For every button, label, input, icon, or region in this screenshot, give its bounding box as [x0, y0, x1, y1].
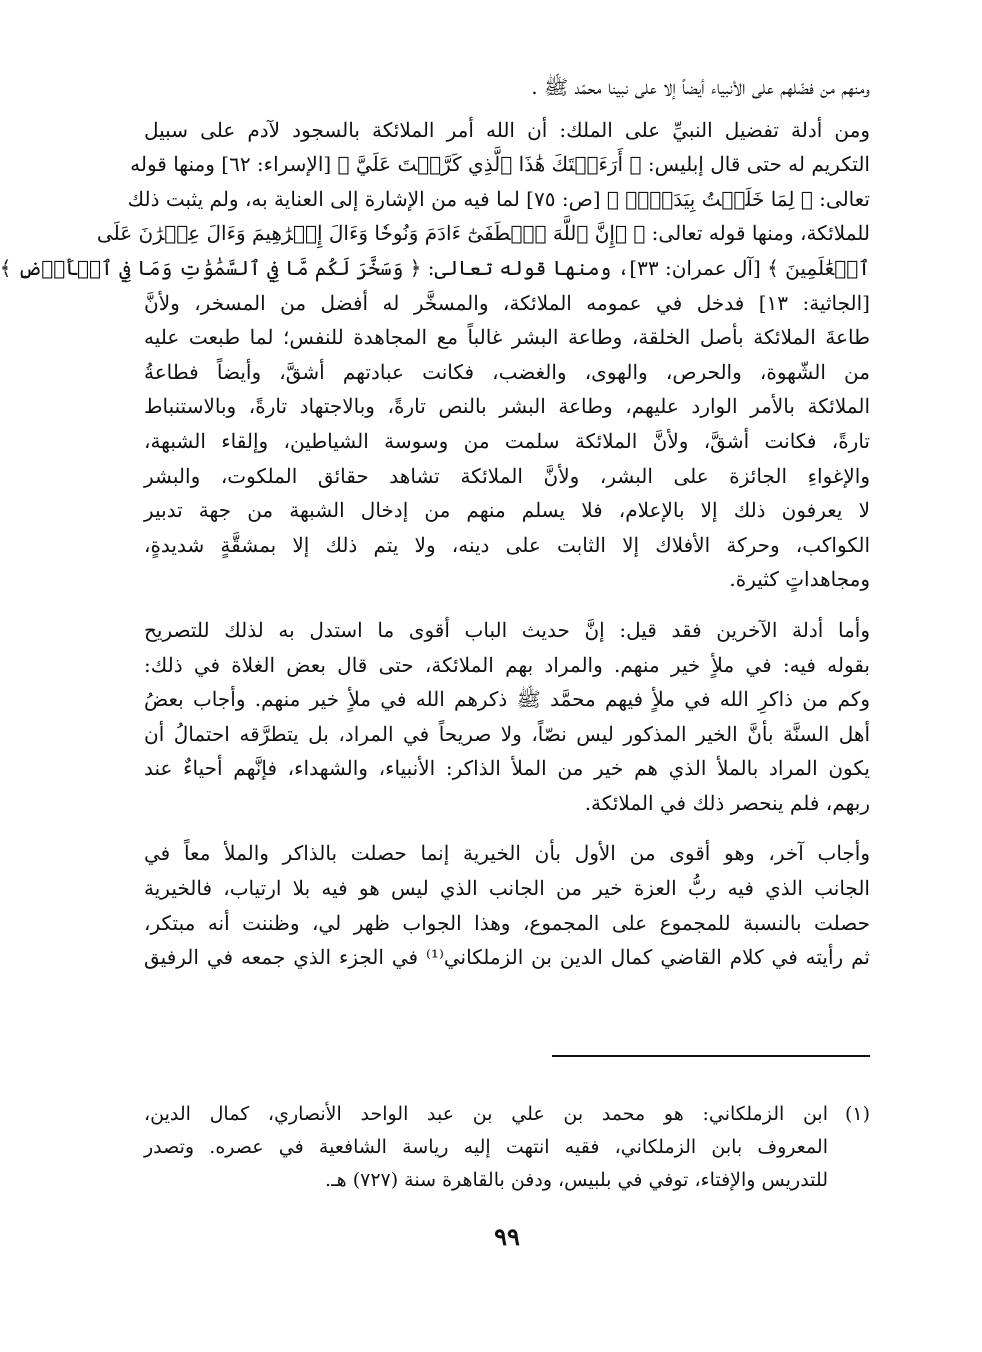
text-line: ٱلۡعَٰلَمِينَ ﴾ [آل عمران: ٣٣]، ومنها قوله تعالى: ﴿ وَسَخَّرَ لَكُم مَّا فِي ٱلسَّمَٰوَٰتِ وَمَا فِي ٱلۡأَرۡضِ ﴾: [0, 255, 870, 280]
text-line: ربهم، فلم ينحصر ذلك في الملائكة.: [584, 790, 870, 815]
text-line: ثم رأيته في كلام القاضي كمال الدين بن الزملكاني⁽¹⁾ في الجزء الذي جمعه في الرفيق: [144, 945, 871, 970]
footnote-text: للتدريس والإفتاء، توفي في بلبيس، ودفن بالقاهرة سنة (٧٢٧) هـ.: [325, 1169, 828, 1191]
paragraph-1: [144, 70, 870, 105]
text-line: طاعةَ الملائكة بأصل الخلقة، وطاعة البشر غالباً مع المجاهدة للنفس؛ لما طبعت عليه: [144, 325, 870, 350]
main-text: [0, 70, 871, 991]
text-line: يكون المراد بالملأ الذي هم خير من الملأ الذاكر: الأنبياء، والشهداء، فإنَّهم أحياءٌ عند: [144, 756, 871, 781]
text-line: حصلت بالنسبة للمجموع على المجموع، وهذا الجواب ظهر لي، وظننت أنه مبتكر،: [144, 910, 870, 935]
text-line: الكواكب، وحركة الأفلاك إلا الثابت على دينه، ولا يتم ذلك إلا بمشقَّةٍ شديدةٍ،: [144, 532, 870, 557]
text-line: وأجاب آخر، وهو أقوى من الأول بأن الخيرية إنما حصلت بالذاكر والملأ معاً في: [144, 841, 870, 866]
footnote-indent: [828, 1131, 870, 1164]
text-line: [الجاثية: ١٣] فدخل في عمومه الملائكة، والمسخَّر له أفضل من المسخر، ولأنَّ: [144, 290, 870, 315]
text-line: أهل السنَّة بأنَّ الخير المذكور ليس نصّاً، ولا صريحاً في المراد، بل يتطرَّقه احتمالُ أن: [144, 721, 870, 746]
footnote-divider: [552, 1055, 870, 1057]
text-line: ومجاهداتٍ كثيرة.: [729, 567, 870, 592]
paragraph-2: [0, 113, 870, 597]
paragraph-4: [144, 836, 870, 974]
footnote-text: المعروف بابن الزملكاني، فقيه انتهت إليه رياسة الشافعية في عصره. وتصدر: [144, 1136, 828, 1158]
page-number: ٩٩: [494, 1222, 520, 1251]
text-line: لا يعرفون ذلك إلا بالإعلام، فلا يسلم منهم من إدخال الشبهة من جهة تدبير: [144, 498, 870, 523]
footnote-text: ابن الزملكاني: هو محمد بن علي بن عبد الواحد الأنصاري، كمال الدين،: [144, 1103, 828, 1125]
footnote-line: [144, 1131, 870, 1164]
text-line: الملائكة بالأمر الوارد عليهم، وطاعة البشر بالنص تارةً، وبالاجتهاد تارةً، وبالاستنباط: [144, 394, 870, 419]
text-line: ومن أدلة تفضيل النبيِّ على الملك: أن الله أمر الملائكة بالسجود لآدم على سبيل: [144, 117, 870, 142]
text-line: ومنهم من فضّلهم على الأنبياء أيضاً إلا على نبينا محمّد ﷺ .: [531, 75, 870, 99]
paragraph-3: [144, 613, 870, 821]
footnote: [144, 1098, 870, 1197]
text-line: التكريم له حتى قال إبليس: ﴿ أَرَءَيۡتَكَ هَٰذَا ٱلَّذِي كَرَّمۡتَ عَلَيَّ ﴾ [الإسراء: ٦٢] ومنها قوله: [130, 152, 870, 177]
footnote-line: [144, 1098, 870, 1131]
text-line: والإغواءِ الجائزة على البشر، ولأنَّ الملائكة تشاهد حقائق الملكوت، والبشر: [144, 463, 870, 488]
text-line: وأما أدلة الآخرين فقد قيل: إنَّ حديث الباب أقوى ما استدل به لذلك للتصريح: [144, 617, 870, 642]
text-line: تعالى: ﴿ لِمَا خَلَقۡتُ بِيَدَيَّۖ ﴾ [ص: ٧٥] لما فيه من الإشارة إلى العناية به، ولم يثبت ذلك: [127, 186, 870, 211]
text-line: من الشّهوة، والحرص، والهوى، والغضب، فكانت عبادتهم أشقَّ، وأيضاً فطاعةُ: [144, 359, 870, 384]
text-line: بقوله فيه: في ملأٍ خير منهم. والمراد بهم الملائكة، حتى قال بعض الغلاة في ذلك:: [144, 652, 870, 677]
text-line: للملائكة، ومنها قوله تعالى: ﴿ ۞إِنَّ ٱللَّهَ ٱصۡطَفَىٰٓ ءَادَمَ وَنُوحٗا وَءَالَ إِبۡرَٰهِيمَ وَءَالَ عِمۡرَٰنَ عَلَى: [96, 221, 870, 246]
footnote-indent: [828, 1164, 870, 1197]
text-line: الجانب الذي فيه ربُّ العزة خير من الجانب الذي ليس هو فيه بلا ارتياب، فالخيرية: [144, 876, 870, 901]
footnote-marker: (١): [844, 1103, 870, 1125]
footnote-line: [144, 1164, 870, 1197]
text-line: وكم من ذاكرِ الله في ملأٍ فيهم محمَّد ﷺ ذكرهم الله في ملأٍ خير منهم. وأجاب بعضُ: [144, 687, 870, 712]
text-line: تارةً، فكانت أشقَّ، ولأنَّ الملائكة سلمت من وسوسة الشياطين، وإلقاء الشبهة،: [144, 428, 870, 453]
